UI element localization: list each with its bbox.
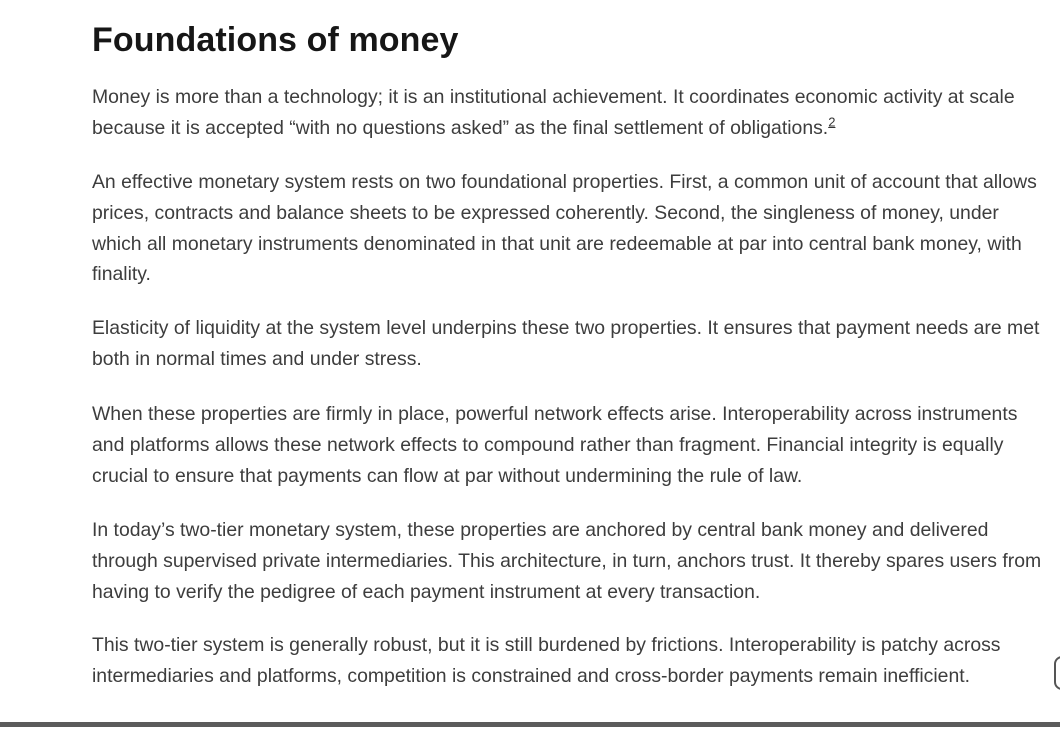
paragraph-1 bbox=[92, 82, 1052, 144]
paragraph-5: In today’s two-tier monetary system, these properties are anchored by central bank money and delivered through supervised private intermediaries. This architecture, in turn, anchors trust. It thereby spares users from having to verify the pedigree of each payment instrument at every transaction. bbox=[92, 519, 1042, 603]
paragraph-4: When these properties are firmly in place, powerful network effects arise. Interoperability across instruments and platforms allows these network effects to compound rather than fragment. Financial integrity is equally crucial to ensure that payments can flow at par without undermining the rule of law. bbox=[92, 403, 1018, 487]
paragraph-2: An effective monetary system rests on two foundational properties. First, a common unit of account that allows prices, contracts and balance sheets to be expressed coherently. Second, the singleness of money, under which all monetary instruments denominated in that unit are redeemable at par into central bank money, with finality. bbox=[92, 171, 1037, 286]
paragraph-6: This two-tier system is generally robust, but it is still burdened by frictions. Interoperability is patchy across intermediaries and platforms, competition is constrained and cross-border payments remain inefficient. bbox=[92, 634, 1001, 687]
paragraph-3: Elasticity of liquidity at the system level underpins these two properties. It ensures that payment needs are met both in normal times and under stress. bbox=[92, 317, 1040, 370]
section-heading: Foundations of money bbox=[92, 21, 459, 59]
bottom-border bbox=[0, 722, 1060, 727]
paragraph-1-text: Money is more than a technology; it is an institutional achievement. It coordinates economic activity at scale because it is accepted “with no questions asked” as the final settlement of obligations. bbox=[92, 86, 1015, 139]
footnote-link[interactable]: 2 bbox=[828, 114, 836, 130]
floating-scroll-handle[interactable] bbox=[1054, 656, 1060, 690]
